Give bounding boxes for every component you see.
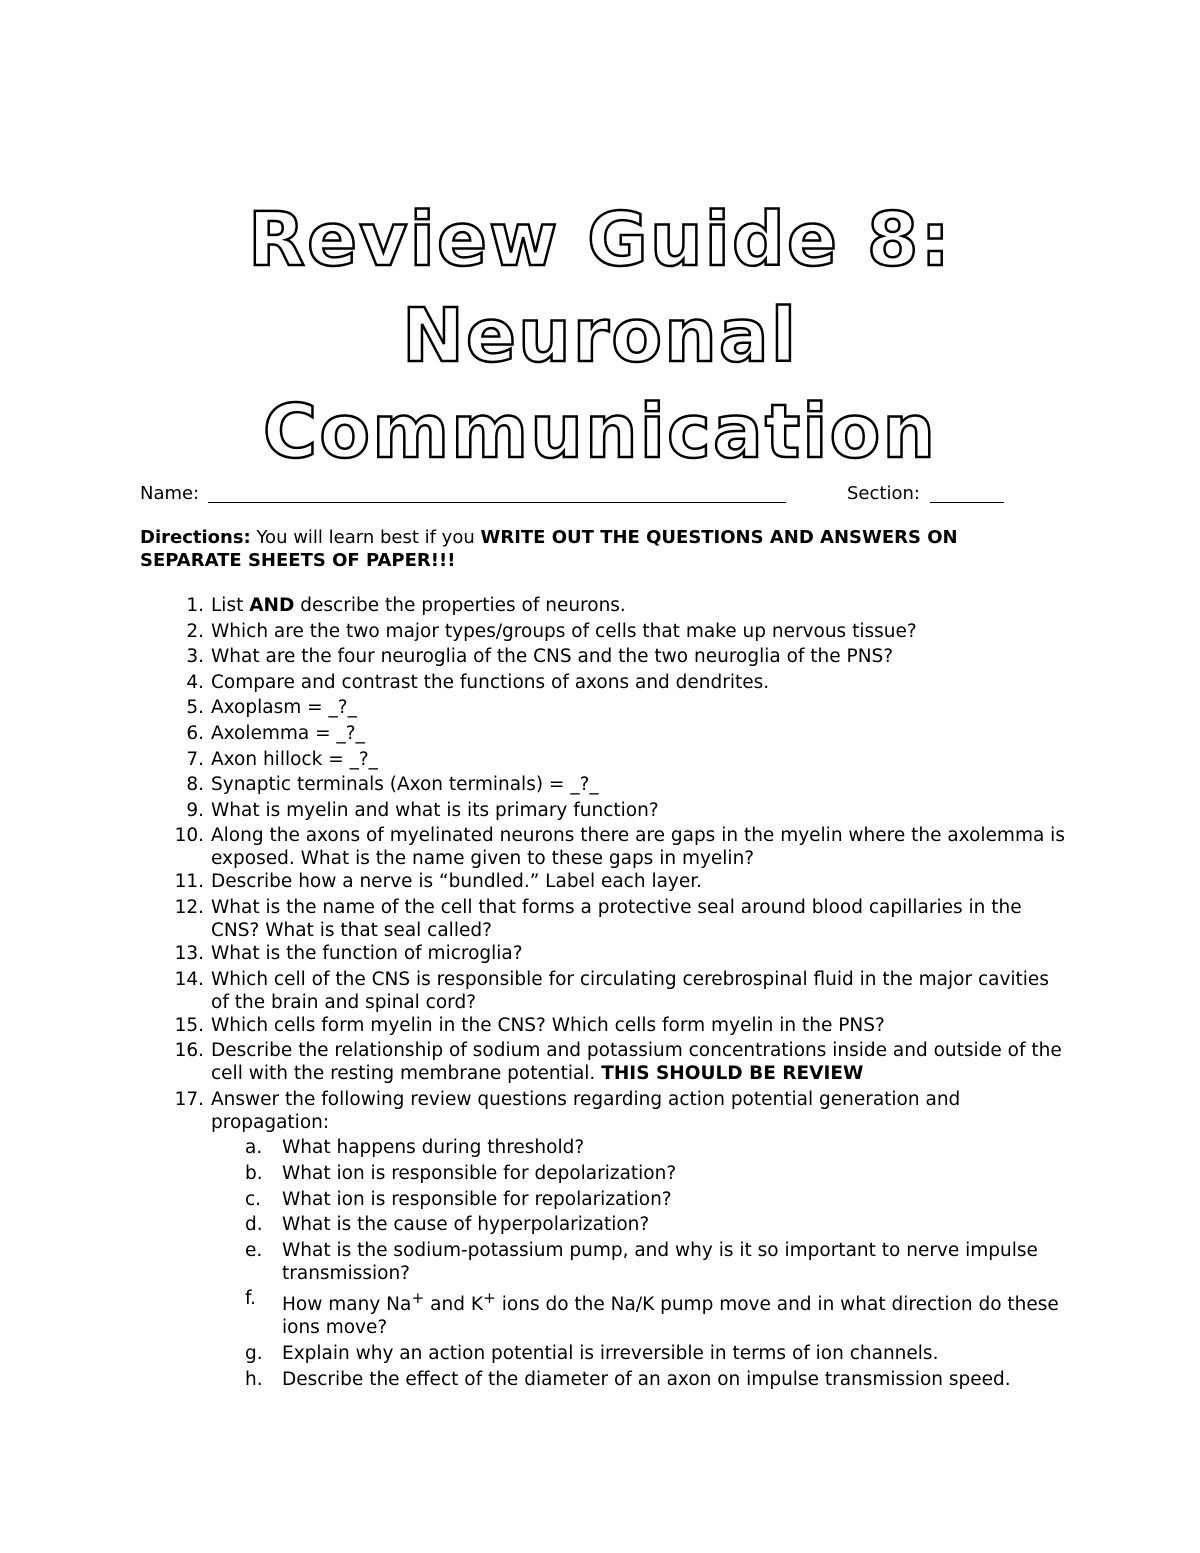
question-item (0, 1088, 1071, 1134)
question-item (0, 671, 1071, 694)
subquestion-letter: a. (245, 1137, 263, 1159)
question-number: 12. (174, 896, 204, 918)
question-number: 6. (186, 722, 204, 744)
question-text: Axon hillock = _?_ (211, 748, 378, 770)
name-blank-line (208, 482, 786, 503)
superscript-plus: + (411, 1289, 425, 1308)
directions-emphasis: WRITE OUT THE QUESTIONS AND ANSWERS ON SEPARATE SHEETS OF PAPER!!! (140, 527, 958, 571)
question-number: 15. (174, 1014, 204, 1036)
question-item (0, 748, 1071, 771)
subquestion-item (0, 1213, 1062, 1236)
question-text: describe the properties of neurons. (294, 595, 626, 616)
title-line-3: Communication (262, 389, 938, 475)
question-item (0, 1039, 1071, 1085)
question-text: Answer the following review questions regarding action potential generation and propagation: (211, 1088, 961, 1133)
subquestion-item (0, 1239, 1062, 1285)
question-text: Axolemma = _?_ (211, 722, 365, 744)
title-line-1: Review Guide 8: (248, 197, 952, 283)
question-text: What is myelin and what is its primary function? (211, 799, 659, 821)
question-bold-text: THIS SHOULD BE REVIEW (601, 1063, 864, 1085)
subquestion-item (0, 1342, 1062, 1365)
name-label: Name: (140, 483, 200, 504)
question-item (0, 968, 1071, 1014)
question-item (0, 645, 1071, 668)
subquestion-letter: g. (245, 1343, 263, 1365)
subquestion-item (0, 1368, 1062, 1391)
question-item (0, 799, 1071, 822)
question-item (0, 722, 1071, 745)
subquestion-text: What ion is responsible for repolarization? (282, 1188, 672, 1210)
question-number: 14. (174, 968, 204, 990)
section-blank-line (930, 482, 1004, 503)
question-number: 1. (186, 595, 204, 616)
subquestion-letter: f. (245, 1288, 257, 1310)
question-number: 11. (174, 871, 204, 893)
question-number: 13. (174, 942, 204, 964)
subquestion-letter: h. (245, 1368, 263, 1390)
question-item (0, 620, 1071, 643)
subquestion-letter: e. (245, 1239, 263, 1261)
subquestion-letter: c. (245, 1188, 262, 1210)
question-number: 5. (186, 697, 204, 719)
question-text: What are the four neuroglia of the CNS and the two neuroglia of the PNS? (211, 646, 894, 668)
question-list (0, 594, 1200, 1393)
question-bold-text: AND (249, 595, 295, 616)
question-number: 4. (186, 671, 204, 693)
question-item (0, 942, 1071, 965)
subquestion-letter: d. (245, 1214, 263, 1236)
subquestion-text: What is the cause of hyperpolarization? (282, 1214, 650, 1236)
title-line-2: Neuronal (401, 293, 799, 379)
subquestion-text: Explain why an action potential is irreversible in terms of ion channels. (282, 1343, 939, 1365)
subquestion-text: ions do the Na/K pump move and in what direction do these ions move? (282, 1294, 1059, 1339)
subquestion-item (0, 1287, 1062, 1339)
question-item (0, 594, 1071, 617)
subquestion-text: What happens during threshold? (282, 1137, 585, 1159)
question-text: Describe the relationship of sodium and potassium concentrations inside and outside of the cell with the resting membrane potential. (211, 1040, 1062, 1085)
question-item (0, 696, 1071, 719)
question-text: Which are the two major types/groups of cells that make up nervous tissue? (211, 620, 917, 642)
directions-label: Directions: (140, 527, 251, 548)
question-text: Describe how a nerve is “bundled.” Label each layer. (211, 871, 703, 893)
question-number: 2. (186, 620, 204, 642)
subquestion-text: What is the sodium-potassium pump, and why is it so important to nerve impulse transmission? (282, 1239, 1038, 1284)
question-item (0, 824, 1071, 870)
subquestion-text: and K (424, 1294, 483, 1316)
question-text: Axoplasm = _?_ (211, 697, 357, 719)
subquestion-item (0, 1188, 1062, 1211)
subquestion-item (0, 1162, 1062, 1185)
question-number: 10. (174, 825, 204, 847)
question-text: List (211, 595, 250, 616)
question-number: 16. (174, 1040, 204, 1062)
question-number: 7. (186, 748, 204, 770)
question-item (0, 896, 1071, 942)
question-text: Which cell of the CNS is responsible for circulating cerebrospinal fluid in the major cavities of the brain and spinal cord? (211, 968, 1049, 1013)
question-text: What is the name of the cell that forms a protective seal around blood capillaries in the CNS? What is that seal called? (211, 896, 1022, 941)
subquestion-text: How many Na (282, 1294, 412, 1316)
subquestion-item (0, 1136, 1062, 1159)
question-number: 8. (186, 774, 204, 796)
question-text: What is the function of microglia? (211, 942, 523, 964)
question-item (0, 1014, 1071, 1037)
question-text: Synaptic terminals (Axon terminals) = _?_ (211, 774, 599, 796)
subquestion-text: What ion is responsible for depolarization? (282, 1162, 677, 1184)
question-text: Which cells form myelin in the CNS? Which cells form myelin in the PNS? (211, 1014, 885, 1036)
subquestion-letter: b. (245, 1162, 263, 1184)
section-label: Section: (847, 483, 920, 504)
question-number: 17. (174, 1088, 204, 1110)
subquestion-text: Describe the effect of the diameter of an axon on impulse transmission speed. (282, 1368, 1011, 1390)
question-text: Along the axons of myelinated neurons there are gaps in the myelin where the axolemma is exposed. What is the name given to these gaps in myelin? (211, 825, 1065, 870)
question-item (0, 773, 1071, 796)
directions-paragraph (140, 526, 1060, 572)
question-number: 3. (186, 646, 204, 668)
page-title (0, 192, 1200, 480)
directions-text: You will learn best if you (250, 527, 481, 548)
question-number: 9. (186, 799, 204, 821)
question-item (0, 870, 1071, 893)
superscript-plus: + (482, 1289, 496, 1308)
question-text: Compare and contrast the functions of axons and dendrites. (211, 671, 770, 693)
